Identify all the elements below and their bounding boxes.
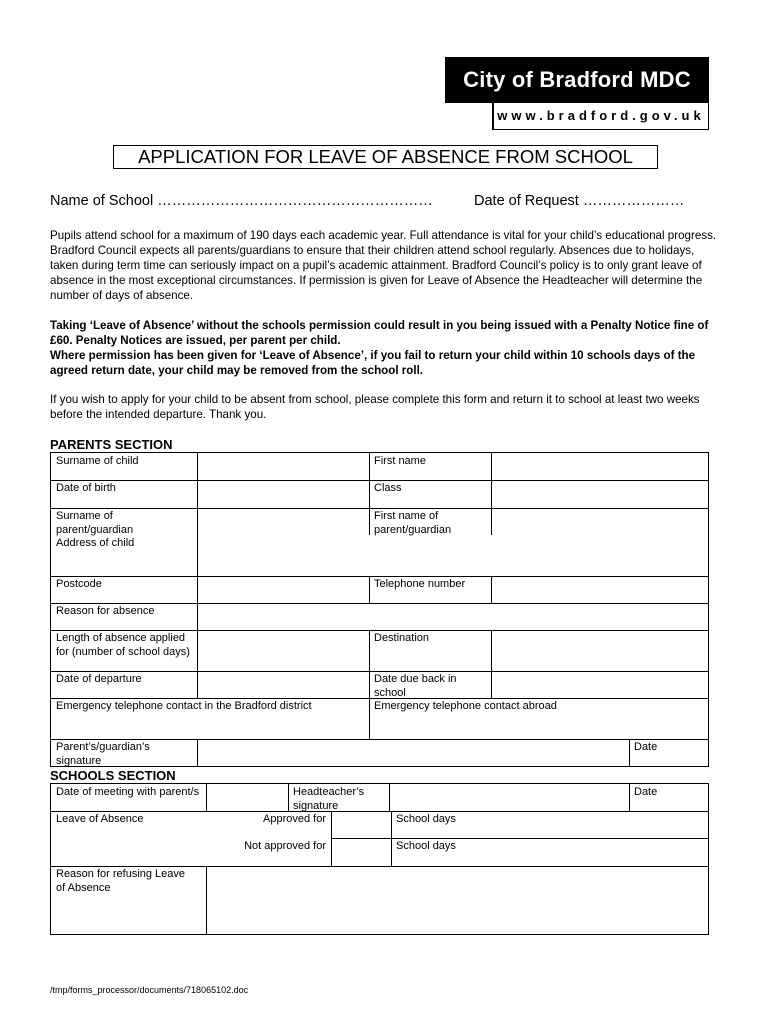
parent-date-field[interactable] xyxy=(629,739,708,767)
parents-form xyxy=(50,452,709,767)
approved-days-input[interactable] xyxy=(331,811,391,838)
due-back-input[interactable] xyxy=(491,671,708,698)
school-name-field[interactable]: Name of School ………………………………………………… xyxy=(50,193,433,209)
parents-section-title: PARENTS SECTION xyxy=(50,437,173,452)
departure-label: Date of departure xyxy=(56,673,142,685)
destination-label: Destination xyxy=(374,632,430,644)
address-label: Address of child xyxy=(56,537,135,549)
school-date-field[interactable] xyxy=(629,784,708,811)
document-path: /tmp/forms_processor/documents/718065102.doc xyxy=(50,985,249,995)
reason-label: Reason for absence xyxy=(56,605,155,617)
schools-section-title: SCHOOLS SECTION xyxy=(50,768,176,783)
parent-date-label: Date xyxy=(634,741,658,753)
schools-form xyxy=(50,783,709,935)
emergency-abroad-label: Emergency telephone contact abroad xyxy=(374,700,557,712)
penalty-notice-paragraph: Taking ‘Leave of Absence’ without the schools permission could result in you being issued with a Penalty Notice fine of £60. Penalty Notices are issued, per parent per child. xyxy=(50,319,709,347)
refusing-input[interactable] xyxy=(206,866,708,934)
not-approved-school-days-label: School days xyxy=(396,840,456,852)
meeting-date-label: Date of meeting with parent/s xyxy=(56,786,200,798)
approved-label: Approved for xyxy=(263,813,326,825)
surname-child-label: Surname of child xyxy=(56,455,139,467)
postcode-label: Postcode xyxy=(56,578,102,590)
signature-label: Parent’s/guardian’s signature xyxy=(56,741,150,767)
intro-paragraph: Pupils attend school for a maximum of 190 days each academic year. Full attendance is vital for your child’s educational progress. Bradford Council expects all parents/guardians to ensure that their children attend school regularly. Absences due to holidays, taken during term time can seriously impact on a pupil’s academic attainment. Bradford Council’s policy is to only grant leave of absence in the most exceptional circumstances. If permission is given for Leave of Absence the Headteacher will determine the number of days of absence. xyxy=(50,229,717,302)
head-signature-label: Headteacher’s signature xyxy=(293,786,365,812)
approved-school-days-label: School days xyxy=(396,813,456,825)
not-approved-label: Not approved for xyxy=(244,840,326,852)
class-label: Class xyxy=(374,482,402,494)
first-name-input[interactable] xyxy=(491,453,708,480)
length-input[interactable] xyxy=(197,630,369,671)
head-signature-input[interactable] xyxy=(389,784,629,811)
logo-url: www.bradford.gov.uk xyxy=(493,103,709,130)
emergency-local-label: Emergency telephone contact in the Bradford district xyxy=(56,700,312,712)
emergency-local-field[interactable] xyxy=(51,698,369,739)
postcode-input[interactable] xyxy=(197,576,369,603)
council-logo xyxy=(445,57,709,130)
telephone-input[interactable] xyxy=(491,576,708,603)
surname-parent-input[interactable] xyxy=(197,508,369,535)
emergency-abroad-field[interactable] xyxy=(369,698,708,739)
request-date-field[interactable]: Date of Request ………………… xyxy=(474,193,685,209)
meeting-date-input[interactable] xyxy=(206,784,288,811)
signature-input[interactable] xyxy=(197,739,629,767)
telephone-label: Telephone number xyxy=(374,578,466,590)
due-back-label: Date due back in school xyxy=(374,673,457,699)
first-name-label: First name xyxy=(374,455,426,467)
not-approved-days-input[interactable] xyxy=(331,838,391,866)
first-name-parent-label: First name of parent/guardian xyxy=(374,510,452,536)
logo-name: City of Bradford MDC xyxy=(445,57,709,103)
first-name-parent-input[interactable] xyxy=(491,508,708,535)
surname-child-input[interactable] xyxy=(197,453,369,480)
length-label: Length of absence applied for (number of school days) xyxy=(56,632,190,658)
page-title: APPLICATION FOR LEAVE OF ABSENCE FROM SCHOOL xyxy=(113,145,658,169)
address-input[interactable] xyxy=(197,535,708,576)
refusing-label: Reason for refusing Leave of Absence xyxy=(56,868,186,894)
instructions-paragraph: If you wish to apply for your child to be absent from school, please complete this form and return it to school at least two weeks before the intended departure. Thank you. xyxy=(50,393,700,421)
removal-warning-paragraph: Where permission has been given for ‘Leave of Absence’, if you fail to return your child within 10 schools days of the agreed return date, your child may be removed from the school roll. xyxy=(50,349,696,377)
class-input[interactable] xyxy=(491,480,708,508)
dob-input[interactable] xyxy=(197,480,369,508)
departure-input[interactable] xyxy=(197,671,369,698)
reason-input[interactable] xyxy=(197,603,708,630)
school-date-label: Date xyxy=(634,786,658,798)
leave-label: Leave of Absence xyxy=(56,813,144,825)
destination-input[interactable] xyxy=(491,630,708,671)
dob-label: Date of birth xyxy=(56,482,116,494)
surname-parent-label: Surname of parent/guardian xyxy=(56,510,134,536)
